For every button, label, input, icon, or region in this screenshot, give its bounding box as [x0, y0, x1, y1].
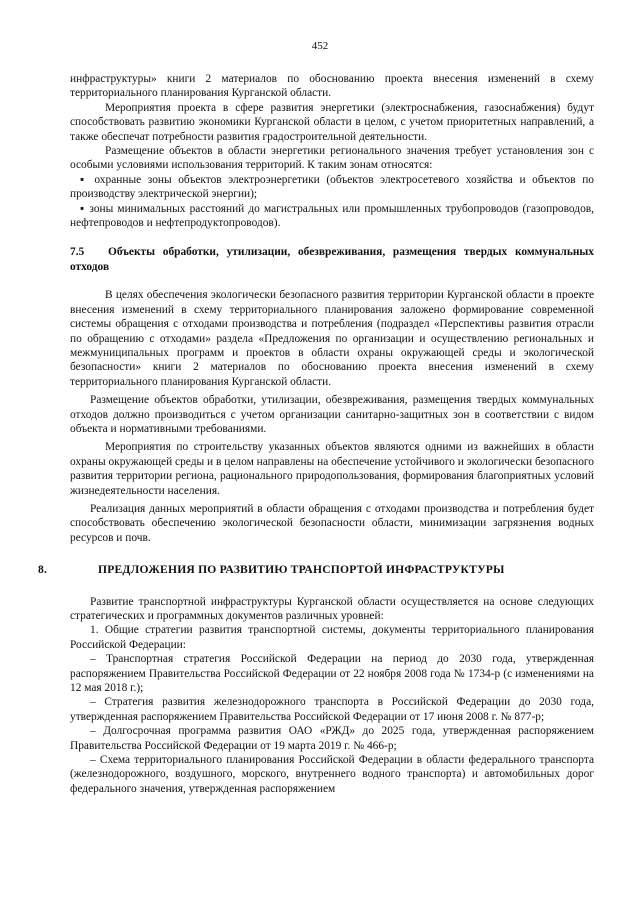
page-number: 452 [311, 40, 329, 52]
section-number: 7.5 [70, 246, 85, 259]
paragraph: инфраструктуры» книги 2 материалов по обоснованию проекта внесения изменений в схему территориального планирования Курганской области. [70, 73, 594, 100]
paragraph: Реализация данных мероприятий в области обращения с отходами производства и потребления будет способствовать обеспечению экологической безопасности области, минимизации загрязнения водных ресурсов и почв. [70, 502, 594, 544]
list-item: – Схема территориального планирования Российской Федерации в области федерального транспорта (железнодорожного, воздушного, морского, внутреннего водного транспорта) и автомобильных дорог федерального значения, утвержденная распоряжением [70, 754, 594, 795]
paragraph: Мероприятия по строительству указанных объектов являются одними из важнейших в области охраны окружающей среды и в целом направлены на обеспечение устойчивого и экологически безопасного развития территории региона, рационального природопользования, формирования благоприятных условий жизнедеятельности населения. [70, 441, 594, 497]
bullet-item: ▪ охранные зоны объектов электроэнергетики (объектов электросетевого хозяйства и объектов по производству электрической энергии); [70, 173, 594, 201]
paragraph: Развитие транспортной инфраструктуры Курганской области осуществляется на основе следующих стратегических и программных документов различных уровней: [70, 595, 594, 622]
section-title: ПРЕДЛОЖЕНИЯ ПО РАЗВИТИЮ ТРАНСПОРТОЙ ИНФРАСТРУКТУРЫ [98, 563, 505, 577]
paragraph: В целях обеспечения экологически безопасного развития территории Курганской области в проекте внесения изменений в схему территориального планирования заложено формирование современной системы обращения с отходами производства и потребления (подраздел «Перспективы развития отрасли по обращению с отходами» раздела «Предложения по организации и осуществлению региональных и межмуниципальных программ и проектов в области охраны окружающей среды и экологической безопасности» книги 2 материалов по обоснованию проекта внесения изменений в схему территориального планирования Курганской области. [70, 289, 594, 388]
section-number: 8. [38, 563, 48, 577]
list-item: – Стратегия развития железнодорожного транспорта в Российской Федерации до 2030 года, утвержденная распоряжением Правительства Российской Федерации от 17 июня 2008 г. № 877-р; [70, 696, 594, 723]
page-body [38, 72, 594, 796]
section-title: Объекты обработки, утилизации, обезвреживания, размещения твердых коммунальных отходов [70, 246, 594, 273]
section-heading-7-5 [70, 245, 594, 274]
section-heading-8 [38, 563, 594, 577]
paragraph: Размещение объектов обработки, утилизации, обезвреживания, размещения твердых коммунальных отходов должно производиться с учетом организации санитарно-защитных зон в соответствии с видом объекта и нормативными требованиями. [70, 394, 594, 435]
paragraph: 1. Общие стратегии развития транспортной системы, документы территориального планирования Российской Федерации: [70, 624, 594, 651]
list-item: – Транспортная стратегия Российской Федерации на период до 2030 года, утвержденная распоряжением Правительства Российской Федерации от 22 ноября 2008 года № 1734-р (с изменениями на 12 мая 2018 г.); [70, 653, 594, 695]
paragraph: Размещение объектов в области энергетики регионального значения требует установления зон с особыми условиями использования территорий. К таким зонам относятся: [70, 145, 594, 172]
list-item: – Долгосрочная программа развития ОАО «РЖД» до 2025 года, утвержденная распоряжением Правительства Российской Федерации от 19 марта 2019 г. № 466-р; [70, 725, 594, 752]
paragraph: Мероприятия проекта в сфере развития энергетики (электроснабжения, газоснабжения) будут способствовать развитию экономики Курганской области в целом, с учетом приоритетных направлений, а также обеспечат потребности развития градостроительной деятельности. [70, 101, 594, 143]
bullet-item: ▪ зоны минимальных расстояний до магистральных или промышленных трубопроводов (газопроводов, нефтепроводов и нефтепродуктопроводов). [70, 202, 594, 230]
